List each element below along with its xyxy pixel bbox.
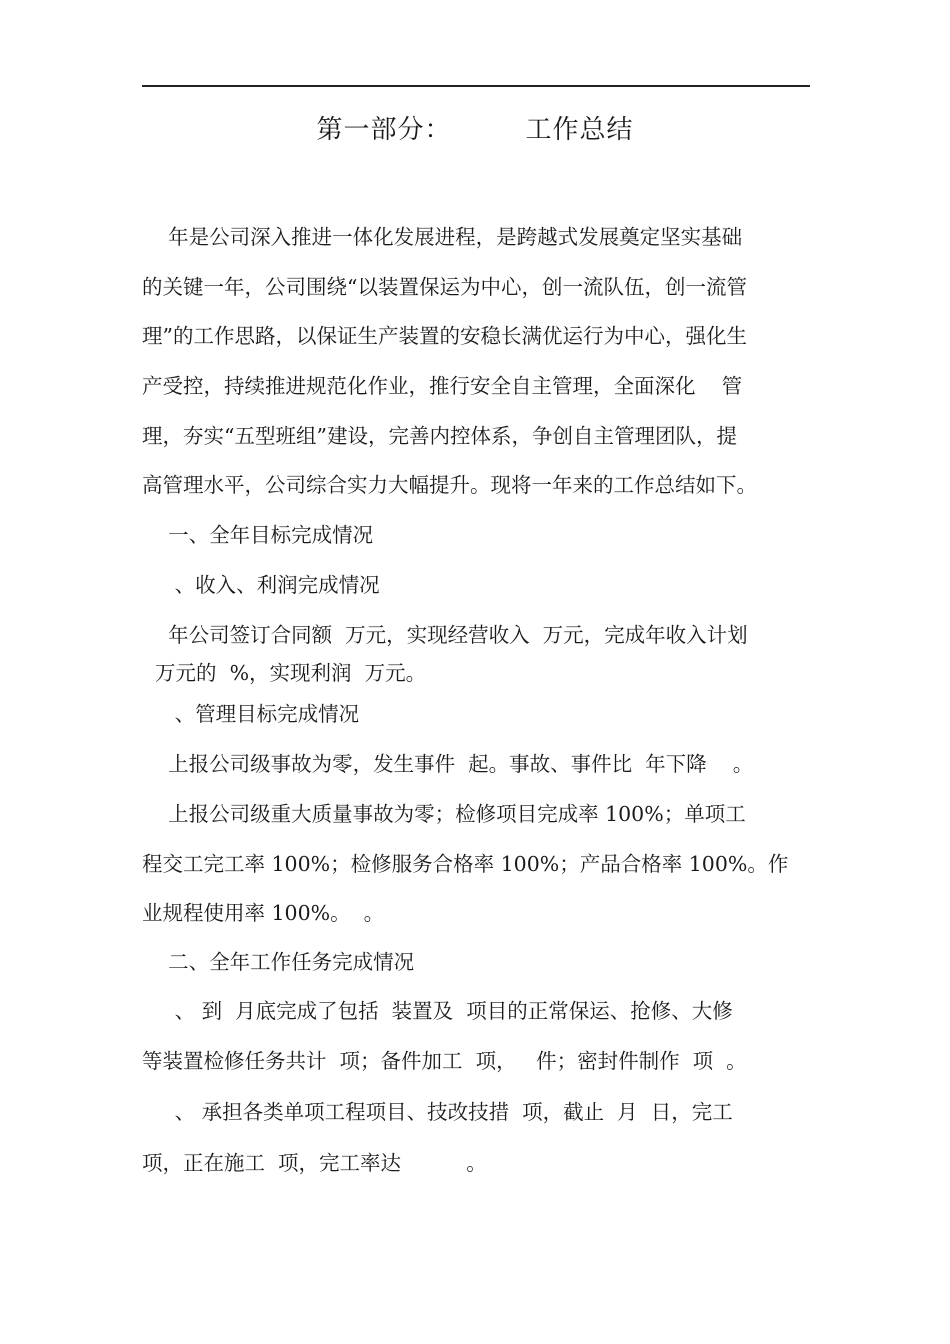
text-line: 上报公司级事故为零，发生事件 起。事故、事件比 年下降 。 — [142, 752, 754, 776]
text-line: 理，夯实“五型班组”建设，完善内控体系，争创自主管理团队，提 — [142, 424, 737, 448]
page-title: 第一部分： 工作总结 — [316, 115, 634, 145]
text-line: 、 到 月底完成了包括 装置及 项目的正常保运、抢修、大修 — [142, 999, 733, 1023]
text-line: 上报公司级重大质量事故为零；检修项目完成率 100%；单项工 — [142, 802, 746, 826]
subsection-heading: 、收入、利润完成情况 — [142, 573, 380, 597]
text-line: 等装置检修任务共计 项；备件加工 项， 件；密封件制作 项 。 — [142, 1049, 747, 1073]
text-line: 项，正在施工 项，完工率达 。 — [142, 1151, 487, 1175]
section-heading: 二、全年工作任务完成情况 — [142, 950, 415, 974]
text-line: 年公司签订合同额 万元，实现经营收入 万元，完成年收入计划 — [142, 623, 748, 647]
text-line: 高管理水平，公司综合实力大幅提升。现将一年来的工作总结如下。 — [142, 473, 757, 497]
text-line: 年是公司深入推进一体化发展进程，是跨越式发展奠定坚实基础 — [142, 225, 743, 249]
text-line: 万元的 %，实现利润 万元。 — [142, 661, 427, 685]
text-line: 、 承担各类单项工程项目、技改技措 项，截止 月 日，完工 — [142, 1100, 733, 1124]
text-line: 程交工完工率 100%；检修服务合格率 100%；产品合格率 100%。作 — [142, 852, 789, 876]
text-line: 的关键一年，公司围绕“以装置保运为中心，创一流队伍，创一流管 — [142, 275, 747, 299]
header-rule — [142, 85, 810, 87]
section-heading: 一、全年目标完成情况 — [142, 523, 374, 547]
text-line: 产受控，持续推进规范化作业，推行安全自主管理，全面深化 管 — [142, 374, 743, 398]
text-line: 理”的工作思路，以保证生产装置的安稳长满优运行为中心，强化生 — [142, 324, 747, 348]
text-line: 业规程使用率 100%。 。 — [142, 901, 385, 925]
subsection-heading: 、管理目标完成情况 — [142, 702, 360, 726]
